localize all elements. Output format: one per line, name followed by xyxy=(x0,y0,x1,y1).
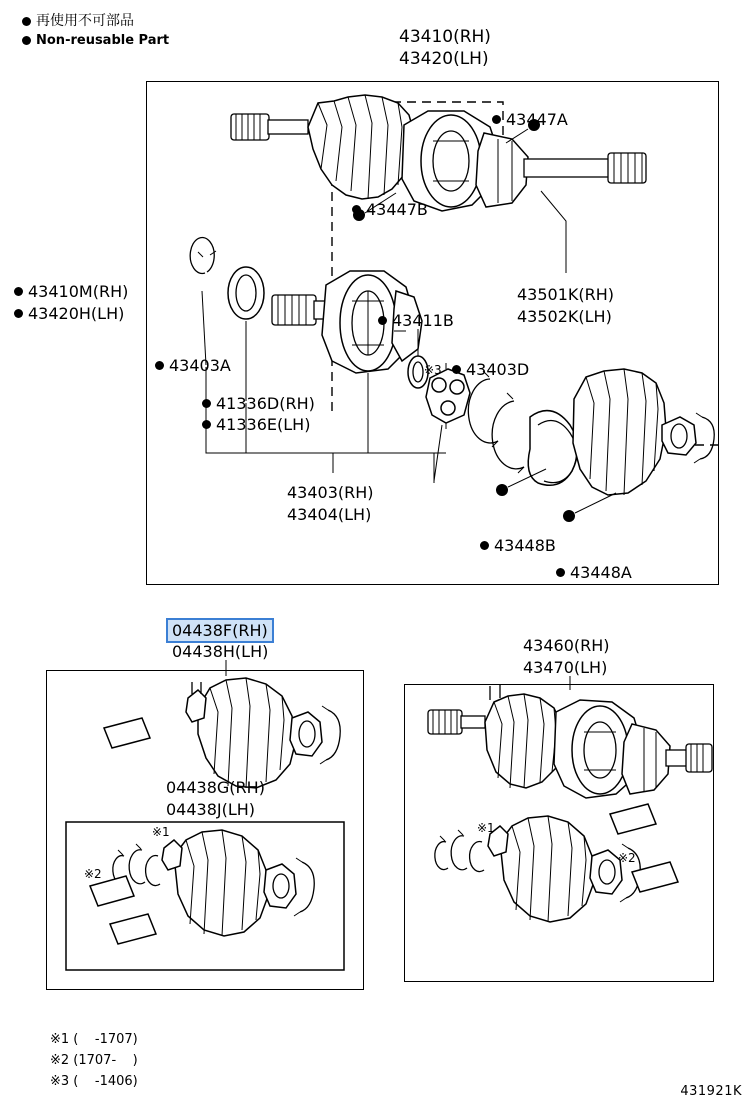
right-kit-note1: ※1 xyxy=(477,821,495,835)
label-43502k: 43502K(LH) xyxy=(517,307,612,326)
left-kit-note2: ※2 xyxy=(84,867,102,881)
figure-code: 431921K xyxy=(680,1084,742,1099)
left-kit-sub-rh: 04438G(RH) xyxy=(166,778,265,797)
filled-circle-icon xyxy=(22,17,31,26)
legend-row-en xyxy=(22,33,169,48)
right-kit-note2: ※2 xyxy=(618,851,636,865)
main-title-lh: 43420(LH) xyxy=(399,49,489,69)
label-43403a: 43403A xyxy=(155,356,231,375)
label-43447b: 43447B xyxy=(352,200,428,219)
filled-circle-icon xyxy=(492,115,501,124)
filled-circle-icon xyxy=(22,36,31,45)
filled-circle-icon xyxy=(556,568,565,577)
filled-circle-icon xyxy=(202,399,211,408)
footnote-1: ※1 ( -1707) xyxy=(50,1032,138,1047)
left-kit-sub-lh: 04438J(LH) xyxy=(166,800,256,819)
label-43403-rh: 43403(RH) xyxy=(287,483,374,502)
filled-circle-icon xyxy=(14,309,23,318)
label-43404-lh: 43404(LH) xyxy=(287,505,372,524)
label-41336e: 41336E(LH) xyxy=(202,415,310,434)
label-43411b: 43411B xyxy=(378,311,454,330)
left-kit-title-lh: 04438H(LH) xyxy=(172,642,269,661)
legend-label-jp: 再使用不可部品 xyxy=(36,13,134,29)
left-kit-title-highlighted[interactable] xyxy=(166,618,274,643)
left-kit-artwork xyxy=(46,670,364,990)
filled-circle-icon xyxy=(155,361,164,370)
legend-row-jp xyxy=(22,14,169,29)
main-assembly-artwork xyxy=(146,81,719,585)
label-note3-marker: ※3 xyxy=(424,363,442,377)
filled-circle-icon xyxy=(480,541,489,550)
right-kit-title-lh: 43470(LH) xyxy=(523,658,608,677)
right-kit-title-rh: 43460(RH) xyxy=(523,636,610,655)
label-43410m: 43410M(RH) xyxy=(14,282,128,301)
label-43448a: 43448A xyxy=(556,563,632,582)
left-kit-note1: ※1 xyxy=(152,825,170,839)
legend xyxy=(22,14,169,48)
filled-circle-icon xyxy=(378,316,387,325)
label-41336d: 41336D(RH) xyxy=(202,394,315,413)
label-43403d: 43403D xyxy=(452,360,529,379)
filled-circle-icon xyxy=(14,287,23,296)
filled-circle-icon xyxy=(352,205,361,214)
label-43447a: 43447A xyxy=(492,110,568,129)
footnote-3: ※3 ( -1406) xyxy=(50,1074,138,1089)
label-43501k: 43501K(RH) xyxy=(517,285,615,304)
right-kit-artwork xyxy=(404,684,714,982)
legend-label-en: Non-reusable Part xyxy=(36,33,170,48)
label-43420h: 43420H(LH) xyxy=(14,304,124,323)
filled-circle-icon xyxy=(452,365,461,374)
footnote-2: ※2 (1707- ) xyxy=(50,1053,138,1068)
main-title-rh: 43410(RH) xyxy=(399,27,491,47)
left-kit-title-rh[interactable]: 04438F(RH) xyxy=(166,618,274,643)
filled-circle-icon xyxy=(202,420,211,429)
label-43448b: 43448B xyxy=(480,536,556,555)
